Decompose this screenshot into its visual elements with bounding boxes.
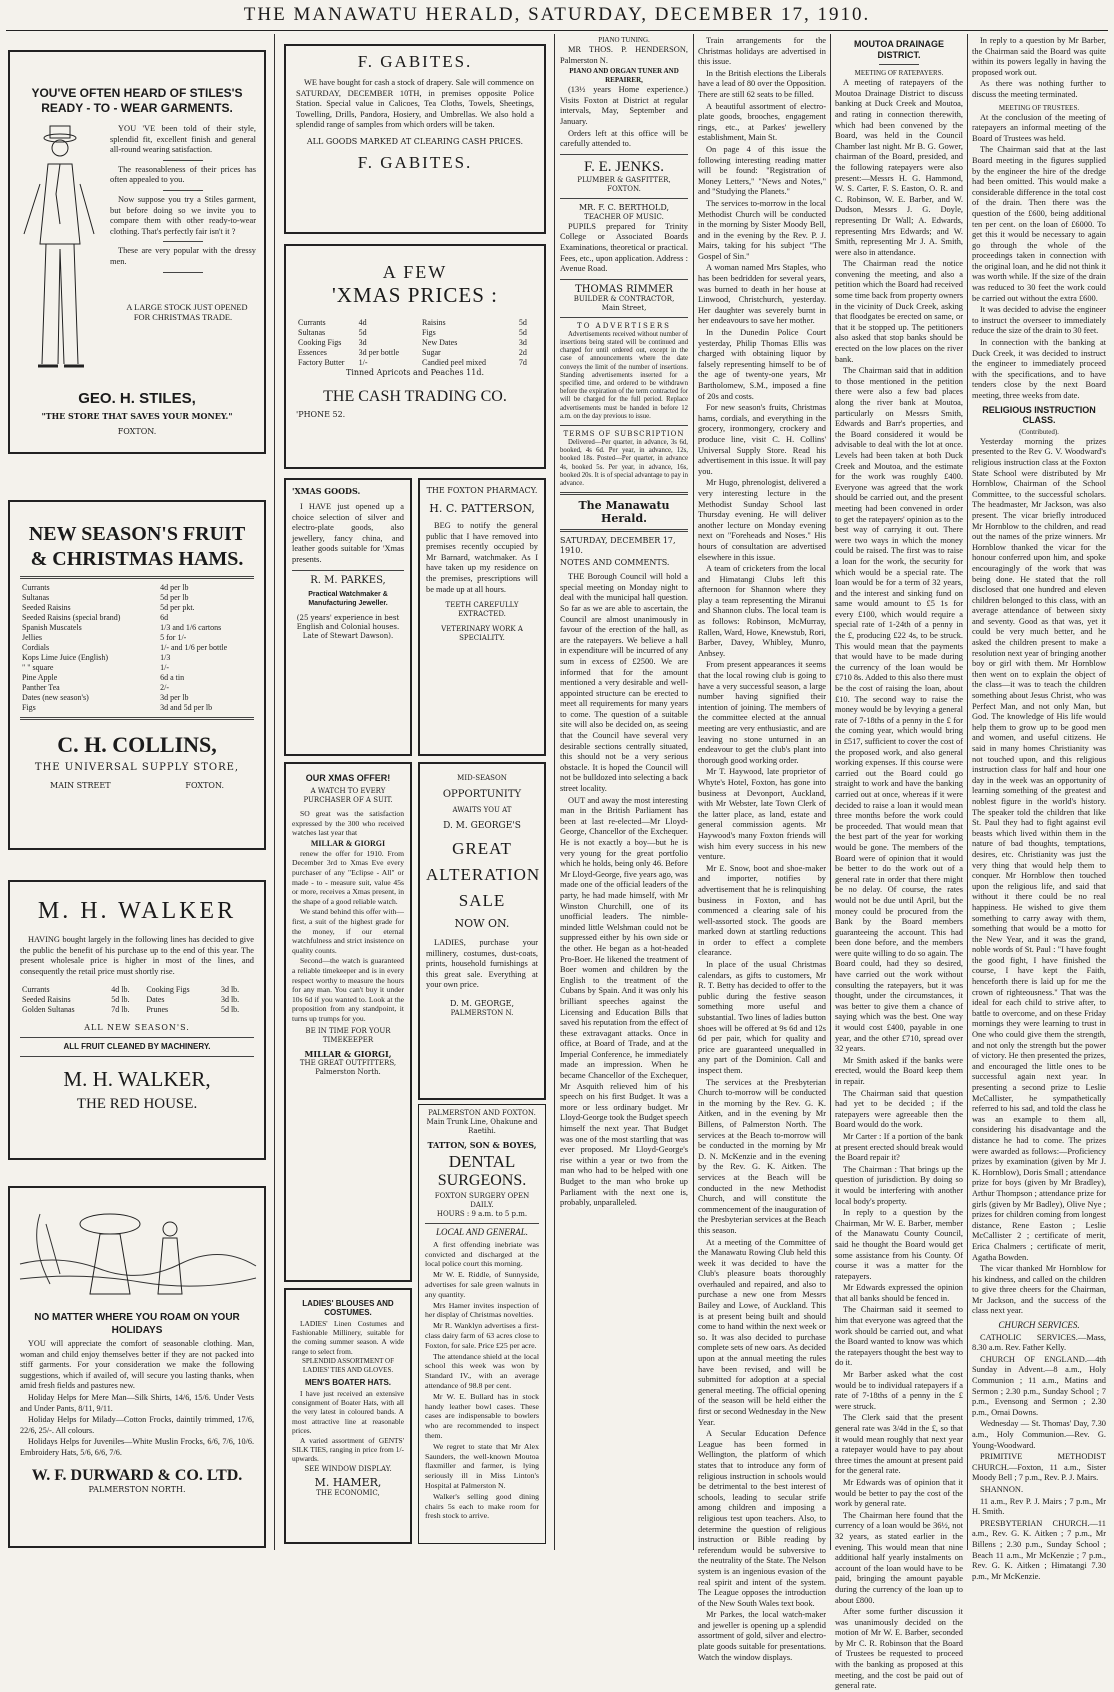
paragraph: CHURCH OF ENGLAND.—4th Sunday in Advent.—8 a.m., Holy Communion ; 11 a.m., Matins and Sermon ; 2.30 p.m., Sunday School ; 7 p.m., Evensong and Sermon ; 2.30 p.m., Ornai Downs. xyxy=(972,1354,1106,1417)
price-row xyxy=(420,338,534,348)
price-cell: 4d xyxy=(358,318,367,327)
paragraph: A team of cricketers from the local and Himatangi Clubs left this afternoon for Shannon where they play a team representing the Miranui and Shannon clubs. The local team is as follows: Robinson, McMurray, Rallen, Ward, Howe, Knewstub, Rori, Barber, Davey, Whibley, Munro, Anbsey. xyxy=(698,564,826,658)
walker-name: M. H. WALKER, xyxy=(63,1067,211,1092)
price-cell: Cordials xyxy=(22,643,50,652)
parkes-trade: Practical Watchmaker & Manufacturing Jeweller. xyxy=(308,590,388,607)
collins-name: C. H. COLLINS, xyxy=(57,732,217,757)
berthold-name: MR. F. C. BERTHOLD, xyxy=(578,202,670,212)
price-cell: Candied peel mixed xyxy=(422,358,486,367)
collins-street: MAIN STREET xyxy=(50,781,111,790)
paragraph: PRESBYTERIAN CHURCH.—11 a.m., Rev. G. K. Aitken ; 7 p.m., Mr Billens ; 2.30 p.m., Sunday School ; Beach 11 a.m., Mr McKenzie ; 7 p.m., Rev. G. K. Aitken ; Himatangi 7.30 p.m., Mr McKenzie. xyxy=(972,1518,1106,1581)
section-heading: MEETING OF TRUSTEES. xyxy=(998,103,1080,112)
ad-headline: NEW SEASON'S FRUIT & CHRISTMAS HAMS. xyxy=(28,523,246,570)
paragraph: Mr Edwards was of opinion that it would be better to pay the cost of the work by general rate. xyxy=(835,1477,963,1509)
price-cell: 1/3 and 1/6 cartons xyxy=(160,623,222,632)
price-cell: Sugar xyxy=(422,348,441,357)
price-cell: 7d xyxy=(518,358,527,367)
paragraph: The Chairman here found that the currency of a loan would be 36½, not 32 years, as stated earlier in the evening. This would mean that nine additional half yearly instalments on account of the loan would have to be paid, bringing the amount payable during the currency of the loan up to about £800. xyxy=(835,1510,963,1605)
moutoa-article xyxy=(835,78,963,1692)
moutoa-continued xyxy=(972,36,1106,101)
ad-headline: NO MATTER WHERE YOU ROAM ON YOUR HOLIDAYS xyxy=(34,1312,240,1336)
price-cell: Currants xyxy=(22,583,50,592)
paragraph: On page 4 of this issue the following interesting reading matter will be found: "Registration of Money Letters," "News and Notes," and "Studying the Planets." xyxy=(698,144,826,197)
price-row xyxy=(20,673,254,683)
price-cell: 3d and 5d per lb xyxy=(160,703,213,712)
price-cell: 3d lb. xyxy=(220,985,240,995)
price-cell: 3d per bottle xyxy=(358,348,400,357)
millar-town: Palmerston North. xyxy=(315,1068,381,1077)
ad-text: SALE xyxy=(458,891,506,910)
price-cell: Seeded Raisins xyxy=(22,603,71,612)
ad-text: MILLAR & GIORGI xyxy=(310,838,386,848)
ad-title: THE FOXTON PHARMACY. xyxy=(426,486,538,495)
price-cell: Panther Tea xyxy=(22,683,60,692)
paragraph: For new season's fruits, Christmas hams, cordials, and everything in the grocery, ironmongery, crockery and produce line, visit C. H. Collins' Universal Supply Store. Read his advertisement in this issue. It will pay you. xyxy=(698,403,826,476)
durward-name: W. F. DURWARD & CO. LTD. xyxy=(31,1466,243,1484)
ad-george xyxy=(418,762,546,1100)
paragraph: The Chairman said it seemed to him that everyone was agreed that the work should be carried out, and what the Board wanted to know was which the ratepayers thought the best way to do it. xyxy=(835,1305,963,1368)
paragraph: The Chairman : That brings up the question of jurisdiction. By doing so it would be interfering with another local body's property. xyxy=(835,1164,963,1206)
paragraph: Mrs Hamer invites inspection of her display of Christmas novelties. xyxy=(425,1300,539,1320)
stiles-name: GEO. H. STILES, xyxy=(78,390,196,407)
ad-hamer xyxy=(284,1288,412,1544)
paragraph: A Secular Education Defence League has been formed in Wellington, the platform of which states that to introduce any form of religious instruction in schools would be detrimental to the best interest of schools, leading to secular strife among children and imposing a religious test upon teachers. Also, to determine the question of religious instruction or Bible reading by referendum would be subversive to the neutrality of the State. The Nelson system is an ingenious evasion of the real spirit and intent of the system. The League opposes the introduction of the New South Wales text book. xyxy=(698,1429,826,1608)
masthead-rule xyxy=(6,30,1108,31)
price-cell: Cooking Figs xyxy=(146,985,190,995)
paragraph: The attendance shield at the local school this week was won by Standard IV., with an average attendance of 98.8 per cent. xyxy=(425,1351,539,1390)
ad-text: Holiday Helps for Milady—Cotton Frocks, daintily trimmed, 17/6, 22/6, 25/-. All colours. xyxy=(20,1415,254,1435)
paragraph: The Chairman read the notice convening the meeting, and also a petition which the Board had received some time back from property owners in the vicinity of Duck Creek, asking that floodgates be erected on same, or that it be stopped up. The petitioners also asked that stop banks should be erected on the low places on the river bank. xyxy=(835,259,963,364)
paragraph: Mr Parkes, the local watch-maker and jeweller is opening up a splendid assortment of gold, silver and electro-plate goods suitable for presentations. Watch the window displays. xyxy=(698,1610,826,1662)
ad-gabites xyxy=(284,44,546,234)
ad-cash-trading xyxy=(284,244,546,469)
paragraph: Mr E. Snow, boot and shoe-maker and importer, notifies by advertisement that he is relinquishing business in Foxton, and has commenced a clearing sale of his well-assorted stock. The goods are marked down at startling reductions in order to effect a complete clearance. xyxy=(698,863,826,958)
price-row xyxy=(420,318,534,328)
price-cell: Jellies xyxy=(22,633,42,642)
george-name: D. M. GEORGE, xyxy=(449,998,515,1008)
price-cell: Seeded Raisins xyxy=(22,995,71,1005)
paragraph: In place of the usual Christmas calendars, as gifts to customers, Mr R. T. Betty has decided to offer to the public during the festive season something more useful and substantial. Two lines of ladies button shoes will be offered at 9s 6d and 12s 6d per pair, which for quality and price are guaranteed unequalled in any part of the Dominion. Call and inspect them. xyxy=(698,960,826,1075)
price-cell: 1/3 xyxy=(160,653,171,662)
price-row xyxy=(20,643,254,653)
section-heading: NOTES AND COMMENTS. xyxy=(560,558,670,568)
price-cell: 5d lb. xyxy=(220,1005,240,1015)
paragraph: SHANNON. xyxy=(980,1484,1024,1494)
price-row xyxy=(296,328,410,338)
ad-text: We stand behind this offer with—first, a suit of the highest grade for the money, if our eternal watchfulness and strict insistence on quality counts. xyxy=(292,907,404,955)
price-cell: " " square xyxy=(22,663,54,672)
collins-town: FOXTON. xyxy=(185,781,224,790)
paragraph: We regret to state that Mr Alex Saunders, the well-known Moutoa flaxmiller and farmer, is lying seriously ill in Miss Linton's Hospital at Palmerston N. xyxy=(425,1441,539,1490)
ad-text: AWAITS YOU AT xyxy=(452,806,512,814)
ad-text: SPLENDID ASSORTMENT OF LADIES' TIES AND GLOVES. xyxy=(301,1356,395,1374)
ad-text: Now suppose you try a Stiles garment, but before doing so we invite you to compare them with other ready-to-wear clothing. That's perfectly fair isn't it ? xyxy=(110,194,256,236)
paragraph: Mr Hugo, phrenologist, delivered a very interesting lecture in the Methodist Sunday School last Thursday evening. He will deliver another lecture on Monday evening next on "Foreheads and Noses." His hours of consultation are advertised elsewhere in this issue. xyxy=(698,478,826,562)
price-cell: Factory Butter xyxy=(298,358,345,367)
hamer-sub: THE ECONOMIC, xyxy=(316,1488,380,1497)
ad-text: (13½ years Home experience.) Visits Foxton at District at regular intervals, May, September and January. xyxy=(560,85,688,126)
jenks-town: FOXTON. xyxy=(607,184,641,193)
jenks-name: F. E. JENKS. xyxy=(583,158,665,175)
holiday-illustration xyxy=(20,1194,256,1304)
ad-title: F. GABITES. xyxy=(357,52,473,71)
ad-text: D. M. GEORGE'S xyxy=(443,821,521,831)
ad-text: ALL GOODS MARKED AT CLEARING CASH PRICES. xyxy=(306,136,524,146)
paragraph: The services to-morrow in the local Methodist Church will be conducted in the morning by Sister Moody Bell, and in the evening by the Rev. P. J. Mairs, taking for his subject "The Gospel of Sin." xyxy=(698,198,826,261)
cash-trading-name: THE CASH TRADING CO. xyxy=(323,388,507,405)
price-list-right xyxy=(420,318,534,368)
ad-text: HAVING bought largely in the following lines has decided to give the public the benefit of his purchase up to the end of this year. The present wholesale price is higher in most of the lines, and consequently the retail price must shortly rise. xyxy=(20,935,254,976)
price-row xyxy=(20,693,254,703)
price-list xyxy=(20,985,254,1015)
price-cell: 5d per lb xyxy=(160,593,189,602)
ad-title: LADIES' BLOUSES AND COSTUMES. xyxy=(302,1299,394,1317)
ad-text: PUPILS prepared for Trinity College or Associated Boards Examinations, theoretical or practical. Fees, etc., upon application. Address : Avenue Road. xyxy=(560,221,688,274)
paper-name: The Manawatu Herald. xyxy=(578,499,670,526)
ad-durward xyxy=(8,1186,266,1548)
ad-text: Holiday Helps for Mere Man—Silk Shirts, 14/6, 15/6. Under Vests and Under Pants, 8/11, 9/11. xyxy=(20,1392,254,1413)
ad-text: FOXTON SURGERY OPEN DAILY. xyxy=(434,1192,530,1209)
price-row xyxy=(20,1005,254,1015)
paragraph: A beautiful assortment of electro-plate goods, brooches, engagement rings, etc., at Parkes' jewellery establishment, Main St. xyxy=(698,101,826,143)
section-subheading: MEETING OF RATEPAYERS. xyxy=(854,69,944,78)
price-cell: 1/- and 1/6 per bottle xyxy=(160,643,228,652)
price-cell: 3d lb. xyxy=(220,995,240,1005)
paragraph: Wednesday — St. Thomas' Day, 7.30 a.m., Holy Communion.—Rev. G. Young-Woodward. xyxy=(972,1419,1106,1450)
hamer-name: M. HAMER, xyxy=(314,1475,382,1489)
price-cell: 5d per pkt. xyxy=(160,603,195,612)
stiles-town: FOXTON. xyxy=(117,427,157,436)
column-divider xyxy=(554,34,555,1550)
dental-name: TATTON, SON & BOYES, xyxy=(427,1140,537,1150)
paragraph: As there was nothing further to discuss the meeting terminated. xyxy=(972,79,1106,99)
paragraph: In connection with the banking at Duck Creek, it was decided to instruct the engineer to immediately proceed with the specifications, and to have tenders close by the next Board meeting, three weeks from date. xyxy=(972,338,1106,400)
george-town: PALMERSTON N. xyxy=(450,1008,514,1017)
paragraph: PRIMITIVE METHODIST CHURCH.—Foxton, 11 a.m., Sister Moody Bell ; 7 p.m., Rev. P. J. Mairs. xyxy=(972,1452,1106,1483)
price-cell: 5d lb. xyxy=(111,995,130,1005)
price-cell: Dates (new season's) xyxy=(22,693,89,702)
ad-text: Orders left at this office will be carefully attended to. xyxy=(560,128,688,149)
price-row xyxy=(20,593,254,603)
ad-text: ALTERATION xyxy=(426,865,541,884)
column-divider xyxy=(693,34,694,1550)
gabites-name: F. GABITES. xyxy=(357,152,473,172)
price-cell: 2/- xyxy=(160,683,169,692)
paragraph: Mr Carter : If a portion of the bank at present erected should break would the Board repair it? xyxy=(835,1131,963,1163)
paragraph: The services at the Presbyterian Church to-morrow will be conducted in the morning by the Rev. G. K. Aitken, and in the evening by Mr Billens, of Palmerston North. The services at the Beach to-morrow will be conducted in the morning by Mr D. N. McKenzie and in the evening by the Rev. G. K. Aitken. The services at the Beach will be conducted in the new Methodist Church, and will constitute the commencement of the inauguration of the Presbyterian services at the Beach this season. xyxy=(698,1077,826,1235)
ad-text: I HAVE just opened up a choice selection of silver and electro-plate goods, also jewellery, fancy china, and leather goods suitable for 'Xmas presents. xyxy=(292,502,404,564)
ad-text: A WATCH TO EVERY PURCHASER OF A SUIT. xyxy=(303,787,393,804)
section-heading: MOUTOA DRAINAGE DISTRICT. xyxy=(854,39,944,60)
price-row xyxy=(20,623,254,633)
price-cell: Kops Lime Juice (English) xyxy=(22,653,108,662)
ad-walker xyxy=(8,880,266,1160)
religious-article xyxy=(972,437,1106,1317)
price-cell: Pine Apple xyxy=(22,673,58,682)
price-cell: Spanish Muscatels xyxy=(22,623,82,632)
gentleman-illustration xyxy=(18,124,102,384)
price-cell: 5 for 1/- xyxy=(160,633,187,642)
paragraph: A meeting of ratepayers of the Moutoa Drainage District to discuss banking at Duck Creek and Moutoa, and rating in connection therewith, which had been convened by the Board, was held in the Council Chamber last night. Mr B. G. Gower, chairman of the Board, presided, and the following ratepayers were also present:—Messrs H. G. Hammond, W. S. Carter, F. S. Easton, O. R. and C. Robinson, W. E. Barber, and W. Dudson, Messrs J. G. Doyle, representing Dr Wall; A. Edwards, representing Mrs Edwards; and W. Smith, representing Mr J. A. Smith, were also in attendance. xyxy=(835,78,963,257)
price-cell: Seeded Raisins (special brand) xyxy=(22,613,121,622)
ad-text: PALMERSTON AND FOXTON. xyxy=(428,1109,536,1117)
ad-text: YOU 'VE been told of their style, splendid fit, excellent finish and general all-round wearing satisfaction. xyxy=(110,124,256,155)
price-cell: 2d xyxy=(518,348,527,357)
paragraph: In the Dunedin Police Court yesterday, Philip Thomas Ellis was charged with obtaining liquor by falsely representing himself to be of the age of twenty-one years, Mr Bartholomew, S.M., imposed a fine of 20s and costs. xyxy=(698,328,826,401)
ad-title: 'XMAS GOODS. xyxy=(292,486,361,496)
ad-text: These are very popular with the dressy men. xyxy=(110,246,256,266)
berthold-trade: TEACHER OF MUSIC. xyxy=(584,212,664,221)
paragraph: OUT and away the most interesting man in the British Parliament has been at last re-elected—Mr Lloyd-George, Chancellor of the Exchequer. He is not exactly a boy—but he is very young for the great portfolio which he holds, being only 46. Before Mr Lloyd-George, five years ago, was made one of the official leaders of the party, he had made himself, with Mr Winston Churchill, one of its unofficial leaders. The nimble-minded little Welshman could not be suppressed either by his own side or the other. He began as a hot-headed Pro-Boer. He likened the treatment of Boer women and children by the English to the treatment of the Cubans by Spain. And it was only his brilliant speeches against the Licensing and Education Bills that saved his reputation from the effect of these extravagant attacks. Once in office, at Board of Trade, and at the Imperial Conference, he immediately made an impression. When he became Chancellor of the Exchequer, Mr Asquith relieved him of his speech on his first Budget. It was a more or less ordinary budget. Mr Lloyd-George took the Budget speech himself the next year. That Budget was one of the most startling that was ever proposed. Mr Lloyd-George's rise within a year or two from the man who had to be helped with one Budget to the man who broke up Parliament with the next one is, probably, unparalleled. xyxy=(560,795,688,1208)
price-cell: Golden Sultanas xyxy=(22,1005,75,1015)
price-row xyxy=(20,663,254,673)
ad-title: OUR XMAS OFFER! xyxy=(305,773,391,783)
ad-text: LADIES' Linen Costumes and Fashionable Millinery, suitable for the coming summer season. A wide range to select from. xyxy=(292,1319,404,1356)
ad-title: MEN'S BOATER HATS. xyxy=(304,1377,392,1387)
ad-title: PIANO TUNING. xyxy=(598,36,650,44)
paragraph: After some further discussion it was unanimously decided on the motion of Mr W. E. Barber, seconded by Mr C. R. Robinson that the Board of Trustees be requested to proceed with the banking as proposed at this meeting, and the cost be paid out of general rate. xyxy=(835,1607,963,1691)
paragraph: Train arrangements for the Christmas holidays are advertised in this issue. xyxy=(698,36,826,67)
ad-pharmacy xyxy=(418,478,546,756)
price-cell: 3d xyxy=(518,338,527,347)
ad-text: VETERINARY WORK A SPECIALITY. xyxy=(441,625,523,643)
ad-dental-cocoa xyxy=(418,1104,546,1544)
price-cell: Figs xyxy=(22,703,36,712)
paragraph: CATHOLIC SERVICES.—Mass, 8.30 a.m. Rev. Father Kelly. xyxy=(972,1332,1106,1353)
ad-text: TEETH CAREFULLY EXTRACTED. xyxy=(445,601,519,619)
column-4 xyxy=(698,36,826,1662)
section-heading: TO ADVERTISERS xyxy=(577,321,671,330)
ad-text: I have just received an extensive consignment of Boater Hats, with all the very latest in coloured bands. A most attractive line at reasonable prices. xyxy=(292,1389,404,1435)
price-cell: 6d a tin xyxy=(160,673,185,682)
column-6 xyxy=(972,36,1106,1581)
ad-text: MR THOS. P. HENDERSON, Palmerston N. xyxy=(560,45,688,65)
parkes-name: R. M. PARKES, xyxy=(310,574,386,586)
price-row xyxy=(296,338,410,348)
price-cell: 6d xyxy=(160,613,169,622)
rimmer-trade: BUILDER & CONTRACTOR, xyxy=(573,294,675,303)
ad-text: Second—the watch is guaranteed a reliable timekeeper and is in every respect worthy to measure the hours for any man. You can't buy it under 10s 6d if you wanted to. Look at the proposition from any standpoint, it turns up trumps for you. xyxy=(292,956,404,1023)
price-cell: 5d xyxy=(518,318,527,327)
paragraph: In the British elections the Liberals have a lead of 80 over the Opposition. There are still 62 seats to be filled. xyxy=(698,68,826,99)
notes-and-comments xyxy=(560,572,688,1209)
paragraph: Yesterday morning the prizes presented to the Rev G. V. Woodward's religious instruction class at the Foxton State School were distributed by Mr Hornblow, Chairman of the School Committee, to the successful scholars. The headmaster, Mr Jackson, was also present. The vicar briefly introduced Mr Hornblow to the children, and read out the names of the prize winners. Mr Hornblow thanked the vicar for the honour conferred upon him, and spoke encouragingly of the work that was being done. He stated that the roll disclosed that one hundred and eleven children belonged to this class, with an average attendance of between sixty and seventy. Good as that was, yet it could be very much better, and he asked the children present to make a resolution next year of bringing another boy or girl with them. Mr Hornblow then went on to explain the object of the class—it was to teach the children something about Jesus Christ, who was Perfect Man, and not only Man, but God. The knowledge of His life would help them to grow up to be good men and women, and useful citizens. He said in many homes Christianity was not touched upon, and this religious instruction class for half and hour one day in the week was an opportunity of learning something of the greatest and noblest figure in the world's history. The speaker told the children that like St. Paul they had to fight against evil beasts which lived within them in the nature of bad thoughts, temptations, desires, etc. Christianity was just the very thing that would help them to conquer. Mr Hornblow then touched upon the religious life, and said that without it there could be no real happiness. He wished to give them something to carry away with them, something that would be a motto for the New Year, and it was the grand, noble words of St. Paul : "I have fought the good fight, I have finished the course, I have kept the Faith, henceforth there is laid up for me the crown of righteousness." That was the ideal for each child to strive after, to battle to overcome, and on these Friday mornings they were learning to trust in One who could give them the strength, and not only the strength but the power of victory. He then presented the prizes, and encouraged the little ones to be successful again next year. In presenting a second prize to Leslie McCallister, he sympathetically referred to his sad, and told the class he was an example to them all, considering his disadvantage and the distance he had to come. The prizes were awarded as follows:—Proficiency prizes by examination (given by Mr J. K. Hornblow), Doris Small ; attendance prize for boys (given by Mr Bradley), Arthur Thompson ; attendance prize for girls (given by Mr Badley), Olive Nye ; prizes for children coming from longest distance, Rene Easton ; Leslie McCallister 2 ; certificate of merit, Erica Chalmers ; certificate of merit, Agatha Bowden. xyxy=(972,436,1106,1262)
ad-text: WE have bought for cash a stock of drapery. Sale will commence on SATURDAY, DECEMBER 10TH, in premises opposite Police Station. Special value in Calicoes, Tea Cloths, Towels, Sheetings, Towelling, Drills, Pandora, Hosiery, and Umbrellas. We also hold a splendid range of samples from which orders will be taken. xyxy=(296,78,534,130)
paragraph: Mr Smith asked if the banks were erected, would the Board keep them in repair. xyxy=(835,1055,963,1086)
paragraph: The Clerk said that the present general rate was 3/4d in the £, so that it would mean roughly that next year a ratepayer would have to pay about three times the amount at present paid for the general rate. xyxy=(835,1413,963,1476)
ad-parkes xyxy=(284,478,412,756)
ad-text: PIANO AND ORGAN TUNER AND REPAIRER, xyxy=(569,67,679,85)
paragraph: The vicar thanked Mr Hornblow for his kindness, and called on the children to give three cheers for the Chairman, Mr Jackson, and the success of the class next year. xyxy=(972,1264,1106,1316)
column-divider xyxy=(830,34,831,1550)
price-cell: Currants xyxy=(22,985,50,995)
church-services xyxy=(972,1333,1106,1583)
ad-headline: M. H. WALKER xyxy=(37,898,237,924)
trustees-article xyxy=(972,113,1106,402)
ad-text: MID-SEASON xyxy=(457,774,507,782)
price-cell: 7d lb. xyxy=(111,1005,130,1015)
ad-text: SEE WINDOW DISPLAY. xyxy=(304,1464,392,1473)
price-cell: New Dates xyxy=(422,338,458,347)
section-heading: TERMS OF SUBSCRIPTION xyxy=(563,429,685,438)
price-cell: 4d lb. xyxy=(111,985,130,995)
pharmacy-name: H. C. PATTERSON, xyxy=(429,502,535,515)
paragraph: The Chairman said that at the last Board meeting in the figures supplied by the engineer the hire of the dredge had been omitted. This would make a considerable difference in the total cost of the drain. Then there was the question of the £600, being additional ten per cent. on the loan of £6000. To get this it would be necessary to again go through the whole of the proceedings taken in connection with the original loan, and he did not think it was worth while. If the size of the drain was reduced to 30 feet the work could be carried out without the extra £600. xyxy=(972,145,1106,303)
collins-store: THE UNIVERSAL SUPPLY STORE, xyxy=(34,762,240,773)
notice-text: Advertisements received without number of insertions being stated will be continued and charged for until ordered out, except in the case of announcements where the date conveys the limit of the number of insertions. Standing advertisements inserted for a specified time, and ordered to be withdrawn before the expiration of the term contracted for will be charged for the full period. Replace advertisements must be handed in before 12 a.m. on the day previous to issue. xyxy=(560,330,688,420)
paragraph: Mr Barber asked what the cost would be to individual ratepayers if a rate of 7-18ths of a penny in the £ were struck. xyxy=(835,1370,963,1411)
ad-text: (25 years' experience in best English and Colonial houses. Late of Stewart Dawson). xyxy=(296,613,400,640)
paragraph: From present appearances it seems that the local rowing club is going to have a very successful season, a large number having signified their intention of joining. The members of the committee elected at the annual meeting are very enthusiastic, and are leaving no stone unturned in an endeavour to get the club's plant into thorough good working order. xyxy=(698,660,826,765)
local-news xyxy=(425,1240,539,1521)
price-cell: Raisins xyxy=(422,318,446,327)
jenks-trade: PLUMBER & GASFITTER, xyxy=(577,175,671,184)
ad-text: GREAT xyxy=(452,839,512,858)
price-row xyxy=(20,985,254,995)
ad-millar-giorgi xyxy=(284,762,412,1282)
price-row xyxy=(20,703,254,713)
paragraph: A first offending inebriate was convicted and discharged at the local police court this morning. xyxy=(425,1239,539,1269)
paragraph: THE Borough Council will hold a special meeting on Monday night to deal with the municipal hall question. So far as we are able to ascertain, the Council are almost unanimously in favour of the erection of the hall, as are the ratepayers. We believe a hall in expenditure will be incurred of any sum in excess of £2500. We are informed that for the amount mentioned a very desirable and well-appointed structure can be erected to meet all requirements for many years to come. The question of a suitable site will also be decided on, as seeing that the Council have several very desirable sections centrally situated, this should not be a very serious obstacle. It is hoped the Council will not be bulldozed into selecting a back street locality. xyxy=(560,572,688,794)
ad-headline: YOU'VE OFTEN HEARD OF STILES'S READY - TO - WEAR GARMENTS. xyxy=(31,86,243,115)
stiles-slogan: "THE STORE THAT SAVES YOUR MONEY." xyxy=(41,411,233,421)
ad-text: A LARGE STOCK JUST OPENED FOR CHRISTMAS TRADE. xyxy=(126,302,248,323)
price-row xyxy=(20,653,254,663)
paragraph: In reply to a question by the Chairman, Mr W. E. Barber, member of the Manawatu County Council, said he thought the Board would get some assistance from his County. Of course it was a matter for the ratepayers. xyxy=(835,1208,963,1281)
price-list xyxy=(20,583,254,713)
paragraph: A woman named Mrs Staples, who has been bedridden for several years, was burned to death in her house at Linwood, Christchurch, yesterday. Her daughter was severely burnt in her endeavours to save her mother. xyxy=(698,263,826,326)
ad-text: Tinned Apricots and Peaches 11d. xyxy=(345,368,484,377)
ad-text: OPPORTUNITY xyxy=(442,789,522,800)
ad-text: LADIES, purchase your millinery, costumes, dust-coats, prints, household furnishings at this great sale. Everything at your own price. xyxy=(426,938,538,990)
price-row xyxy=(420,358,534,368)
paragraph: At a meeting of the Committee of the Manawatu Rowing Club held this week it was decided to have the Club's pleasure boats thoroughly overhauled and repaired, and also to purchase a new one from Messrs Bailey and Lowe, of Auckland. This is at present being built and should come to hand within the next week or so. It was also decided to purchase complete sets of new oars. As decided upon at the annual meeting the rules have been revised, and will be submitted for adoption at a special general meeting. The official opening of the season will be held either the first or second Wednesday in the New Year. xyxy=(698,1237,826,1427)
price-cell: 1/- xyxy=(160,663,169,672)
section-subheading: (Contributed). xyxy=(1019,427,1059,436)
price-cell: 5d xyxy=(518,328,527,337)
ad-text: renew the offer for 1910. From December 3rd to Xmas Eve every purchaser of any "Eclipse - All" or made - to - measure suit, value 45s or more, receives a Xmas present, in the shape of a good reliable watch. xyxy=(292,848,404,906)
price-row xyxy=(20,603,254,613)
ad-text: Holidays Helps for Juveniles—White Muslin Frocks, 6/6, 7/6, 10/6. Embroidery Hats, 5/6, 6/6, 7/6. xyxy=(20,1437,254,1457)
price-row xyxy=(296,348,410,358)
price-list-left xyxy=(296,318,410,368)
price-cell: 1/- xyxy=(358,358,368,367)
millar-name: MILLAR & GIORGI, xyxy=(304,1049,392,1060)
price-row xyxy=(420,348,534,358)
price-row xyxy=(20,583,254,593)
ad-text: ALL NEW SEASON'S. xyxy=(84,1023,190,1033)
price-cell: 3d xyxy=(358,338,367,347)
price-row xyxy=(20,995,254,1005)
price-cell: 5d xyxy=(358,328,367,337)
paragraph: 11 a.m., Rev P. J. Mairs ; 7 p.m., Mr H. Smith. xyxy=(972,1496,1106,1517)
ad-text: The reasonableness of their prices has often appealed to you. xyxy=(110,164,256,185)
ad-text: BEG to notify the general public that I have removed into premises recently occupied by Mr Barnard, watchmaker. As I have taken up my residence on the premises, prescriptions will be made up at all hours. xyxy=(426,521,538,594)
ad-title: 'XMAS PRICES : xyxy=(332,283,498,307)
ad-text: BE IN TIME FOR YOUR TIMEKEEPER xyxy=(305,1027,391,1045)
paragraph: Mr W. E. Bullard has in stock handy leather bowl cases. These cases are indispensable to bowlers who are recommended to inspect them. xyxy=(425,1391,539,1440)
notice-text: Delivered—Per quarter, in advance, 3s 6d, booked, 4s 6d. Per year, in advance, 12s, booked 18s. Posted—Per quarter, in advance 4s, booked 5s. Per year, in advance, 16s, booked 20s. It is of special advantage to pay in advance. xyxy=(560,438,688,487)
section-heading: LOCAL AND GENERAL. xyxy=(436,1227,528,1237)
paper-date: SATURDAY, DECEMBER 17, 1910. xyxy=(560,536,676,556)
masthead: THE MANAWATU HERALD, SATURDAY, DECEMBER 17, 1910. xyxy=(243,4,871,25)
paragraph: Mr Edwards expressed the opinion that all banks should be fenced in. xyxy=(835,1283,963,1303)
price-cell: Prunes xyxy=(146,1005,169,1015)
price-cell: Sultanas xyxy=(298,328,326,337)
paragraph: In reply to a question by Mr Barber, the Chairman said the Board was quite within its powers legally in having the proposed work out. xyxy=(972,36,1106,77)
price-cell: Sultanas xyxy=(22,593,50,602)
price-row xyxy=(296,358,410,368)
ad-text: DENTAL xyxy=(448,1152,516,1171)
rimmer-street: Main Street, xyxy=(601,303,647,312)
price-cell: Currants xyxy=(298,318,326,327)
ad-text: NOW ON. xyxy=(454,917,510,930)
ad-text: HOURS : 9 a.m. to 5 p.m. xyxy=(436,1210,528,1218)
section-heading: RELIGIOUS INSTRUCTION CLASS. xyxy=(982,404,1096,426)
paragraph: Mr R. Wanklyn advertises a first-class dairy farm of 63 acres close to Foxton, for sale. Price £25 per acre. xyxy=(425,1321,539,1350)
price-cell: Essences xyxy=(298,348,327,357)
durward-town: PALMERSTON NORTH. xyxy=(88,1484,186,1494)
paragraph: At the conclusion of the meeting of ratepayers an informal meeting of the Board of Trustees was held. xyxy=(972,112,1106,143)
millar-sub: THE GREAT OUTFITTERS, xyxy=(299,1059,397,1068)
price-row xyxy=(20,683,254,693)
price-cell: Dates xyxy=(146,995,165,1005)
ad-text: ALL FRUIT CLEANED BY MACHINERY. xyxy=(63,1042,211,1052)
ad-text: Main Trunk Line, Ohakune and Raetihi. xyxy=(426,1118,538,1135)
paragraph: Walker's selling good dining chairs 5s each to make room for fresh stock to arrive. xyxy=(425,1491,539,1521)
column-5 xyxy=(835,36,963,1691)
ad-text: A varied assortment of GENTS' SILK TIES, ranging in price from 1/- upwards. xyxy=(292,1436,404,1464)
ad-text: SO great was the satisfaction expressed by the 300 who received watches last year that xyxy=(292,809,404,838)
rimmer-name: THOMAS RIMMER xyxy=(575,283,673,295)
price-row xyxy=(420,328,534,338)
paragraph: The Chairman said that in addition to those mentioned in the petition there were also a few bad places along the river bank at Moutoa, particularly on Messrs Smith, Edwards and Barr's properties, and the Board considered it would be advisable to deal with the lot at once. Levels had been taken at both Duck Creek and Moutoa, and the estimate for the work was roughly £400. Everyone was agreed that the work should be carried out, and the present meeting had been convened in order to get the ratepayers' opinion as to the best way of carrying it out. There were two ways in which the money could be raised. The first was to raise a loan for the work, the security for which would be a special rate. The loan would be for a term of 32 years, and the interest and sinking fund on same would amount to £5 1s for every £100, which would require a special rate of 1-24th of a penny in the £, producing £22 4s, to be struck. This would mean that the payments that would have to be made during the currency of the loan would be £710 8s. Added to this also there must be the cost of raising the loan, about £10. The second way to raise the money would be by levying a general rate of 7-18ths of a penny in the £ for the coming year, which would bring in £517, sufficient to cover the cost of the proposed work, and also general working expenses. If this course were carried out the Board could go straight to work and have the banking carried out at once, whereas if it were decided to raise a loan it would mean three months before the work could be proceeded. That would mean that the best part of the year for working would be gone. The members of the Board were of opinion that it would be better to do the work out of a general rate in order that there might be no delay. Of course, the rates would not be due until April, but the money could be procured from the Bank by the Board members guaranteeing the account. This had been done before, and the members were quite willing to do so again. The Board could, had they so desired, have carried out the work without consulting the ratepayers, but it was thought, under the circumstances, it was better to give them a chance of saying which was the best. One way it would cost £400, payable in one year, and the other £710, spread over 32 years. xyxy=(835,366,963,1054)
ad-collins xyxy=(8,500,266,850)
price-cell: 3d per lb xyxy=(160,693,189,702)
paragraph: The Chairman said that question had yet to be decided ; if the ratepayers were agreeable then the Board would do the work. xyxy=(835,1088,963,1130)
paragraph: Mr W. E. Riddle, of Sunnyside, advertises for sale green walnuts in any quantity. xyxy=(425,1270,539,1299)
walker-house: THE RED HOUSE. xyxy=(76,1096,198,1113)
paragraph: Mr T. Haywood, late proprietor of Whyte's Hotel, Foxton, has gone into business at Devonport, Auckland, with Mr Webster, late Town Clerk of the latter place, as land, estate and general commission agents. Mr Haywood's many Foxton friends will wish him every success in his new venture. xyxy=(698,767,826,862)
ad-title: A FEW xyxy=(382,262,448,282)
ad-text: SURGEONS. xyxy=(437,1172,527,1189)
price-row xyxy=(20,633,254,643)
ad-text: YOU will appreciate the comfort of seasonable clothing. Man, woman and child enjoy themselves better if they are not packed into stiff garments. For your consideration we make the following suggestions, which if availed of, will secure you lasting thanks, when amid fresh fields and pastures new. xyxy=(20,1339,254,1391)
column-divider xyxy=(274,34,275,1550)
section-heading: CHURCH SERVICES. xyxy=(998,1320,1080,1331)
cash-trading-phone: 'PHONE 52. xyxy=(296,410,346,419)
column-3 xyxy=(560,36,688,1210)
price-row xyxy=(296,318,410,328)
paragraph: It was decided to advise the engineer to instruct the overseer to immediately reduce the size of the drain to 30 feet. xyxy=(972,305,1106,336)
price-cell: Cooking Figs xyxy=(298,338,342,347)
price-cell: 4d per lb xyxy=(160,583,189,592)
price-row xyxy=(20,613,254,623)
price-cell: Figs xyxy=(422,328,436,337)
ad-stiles xyxy=(8,50,266,454)
column-divider xyxy=(967,34,968,1550)
